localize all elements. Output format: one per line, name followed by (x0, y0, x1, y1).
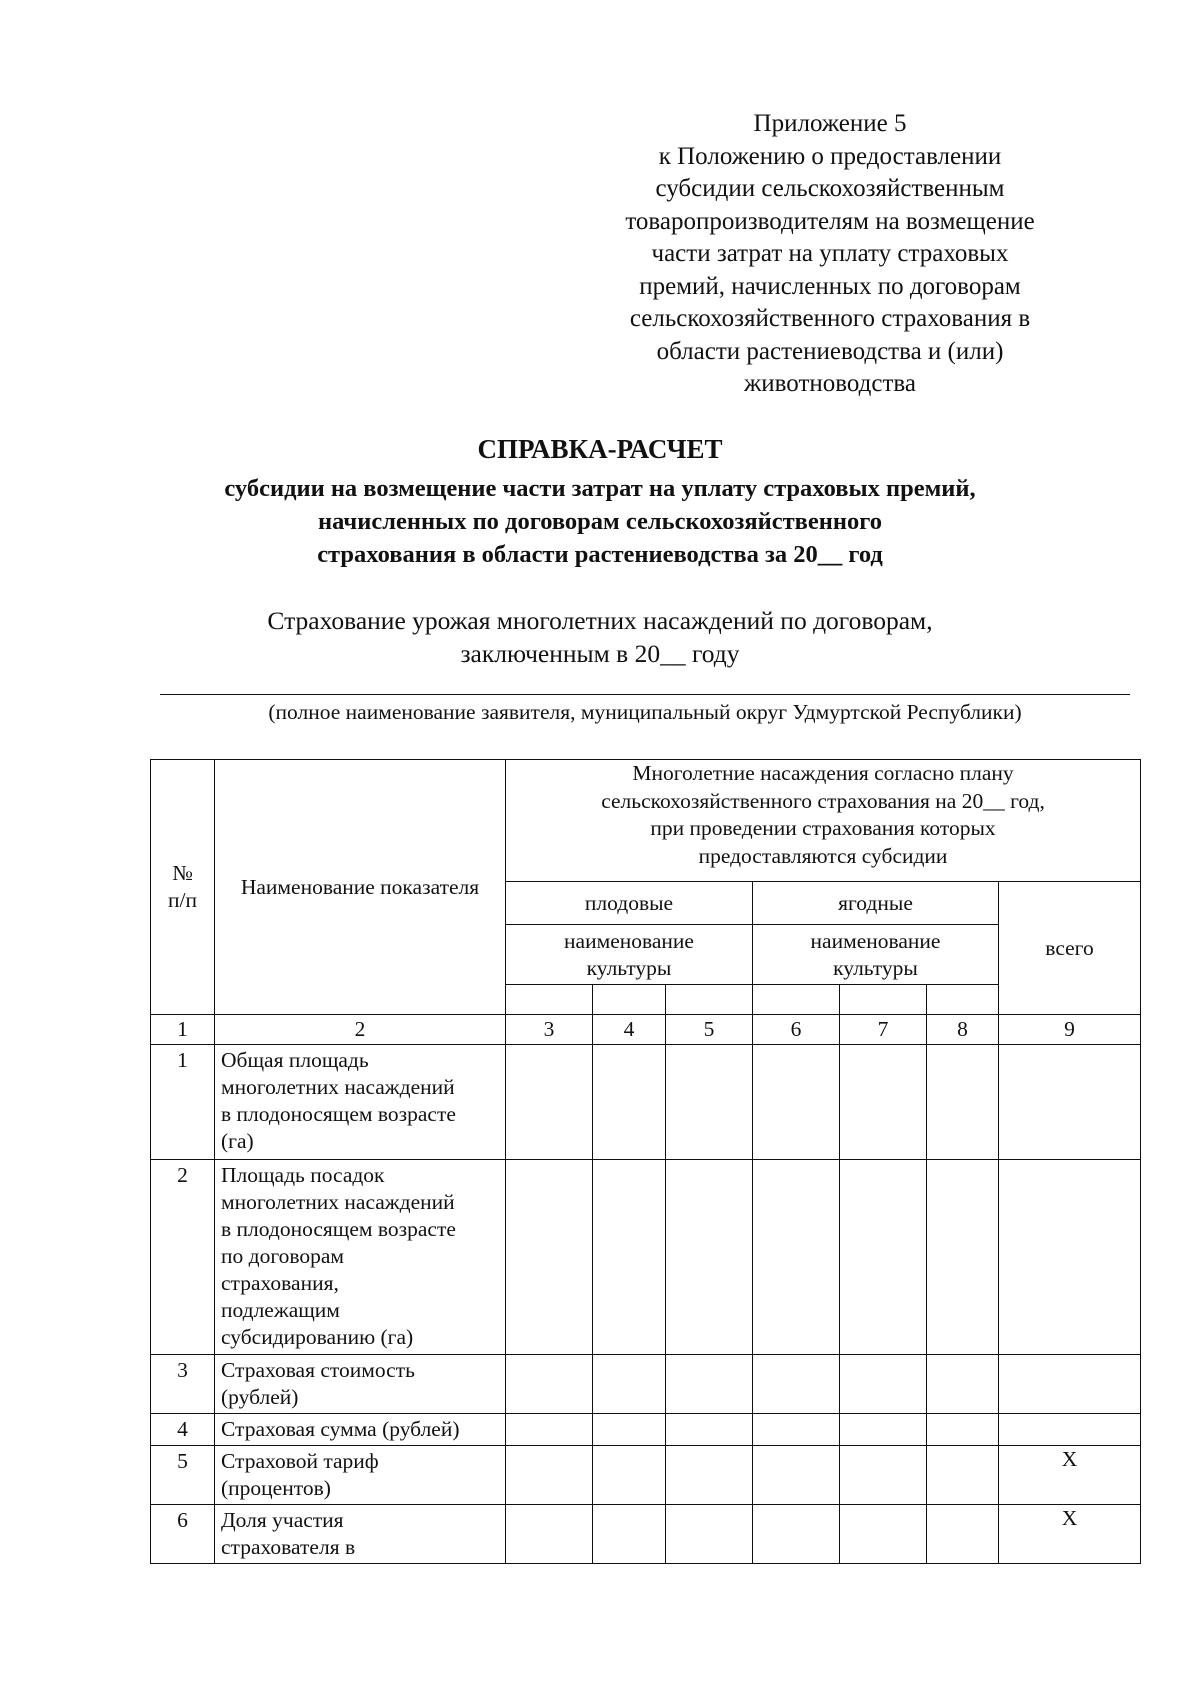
table-row (151, 1355, 1141, 1414)
row-number: 4 (151, 1414, 215, 1446)
header-fruit-crop-cell (506, 925, 753, 985)
header-berry-cell (753, 882, 999, 925)
header-group-cell (506, 760, 1141, 882)
crop-name-line: наименование (810, 928, 941, 953)
appendix-line: премий, начисленных по договорам (639, 272, 1021, 300)
total-cell (999, 1355, 1141, 1414)
value-cell (593, 1414, 666, 1446)
header-group-line: при проведении страхования которых (650, 816, 996, 840)
col-number: 8 (927, 1015, 999, 1045)
title-line: субсидии на возмещение части затрат на уплату страховых премий, (224, 475, 976, 502)
value-cell (927, 1160, 999, 1355)
value-cell (666, 1160, 753, 1355)
header-berry-crop-cell (753, 925, 999, 985)
value-cell (927, 1045, 999, 1160)
total-cell (999, 1160, 1141, 1355)
title-line: начисленных по договорам сельскохозяйственного (318, 508, 882, 535)
header-name-label: Наименование показателя (240, 874, 480, 899)
indicator-name (215, 1505, 506, 1564)
value-cell (506, 1446, 593, 1505)
value-cell (927, 1505, 999, 1564)
applicant-name-line (160, 694, 1130, 695)
header-group-line: предоставляются субсидии (698, 843, 948, 868)
value-cell (840, 1446, 927, 1505)
col-number: 7 (840, 1015, 927, 1045)
header-berry-label: ягодные (838, 890, 913, 915)
indicator-line: (процентов) (221, 1476, 331, 1500)
indicator-name (215, 1355, 506, 1414)
appendix-block (620, 108, 1040, 401)
appendix-line: к Положению о предоставлении (658, 142, 1002, 170)
indicator-name (215, 1446, 506, 1505)
value-cell (666, 1446, 753, 1505)
indicator-line: Страховой тариф (221, 1449, 379, 1473)
value-cell (753, 1414, 840, 1446)
indicator-line: в плодоносящем возрасте (221, 1102, 456, 1126)
indicator-line: Страховая стоимость (221, 1358, 415, 1382)
appendix-line: сельскохозяйственного страхования в (629, 305, 1031, 332)
col-number: 6 (753, 1015, 840, 1045)
table-row (151, 1045, 1141, 1160)
indicator-name (215, 1414, 506, 1446)
indicator-line: (рублей) (221, 1385, 299, 1409)
subtitle-line: заключенным в 20__ году (460, 639, 740, 668)
value-cell (753, 1160, 840, 1355)
appendix-line: области растениеводства и (или) (656, 337, 1004, 365)
value-cell (666, 1045, 753, 1160)
value-cell (927, 1414, 999, 1446)
appendix-line: животноводства (744, 370, 916, 397)
indicator-line: в плодоносящем возрасте (221, 1217, 456, 1241)
header-total-label: всего (1045, 935, 1094, 960)
appendix-line: Приложение 5 (753, 110, 907, 137)
table-row (151, 1446, 1141, 1505)
value-cell (840, 1414, 927, 1446)
indicator-line: (га) (221, 1129, 254, 1153)
indicator-line: субсидированию (га) (221, 1325, 414, 1349)
crop-cell (840, 985, 927, 1015)
col-number: 1 (151, 1015, 215, 1045)
col-number: 9 (999, 1015, 1141, 1045)
value-cell (840, 1355, 927, 1414)
indicator-line: страхователя в (221, 1535, 356, 1559)
table-row (151, 1414, 1141, 1446)
indicator-line: Страховая сумма (рублей) (221, 1417, 460, 1441)
header-num-cell (151, 760, 215, 1015)
value-cell (506, 1505, 593, 1564)
value-cell (593, 1160, 666, 1355)
value-cell (593, 1446, 666, 1505)
table-row (151, 1160, 1141, 1355)
value-cell (666, 1414, 753, 1446)
crop-cell (753, 985, 840, 1015)
appendix-line: субсидии сельскохозяйственным (655, 175, 1005, 202)
indicator-line: многолетних насаждений (221, 1190, 455, 1214)
header-fruit-cell (506, 882, 753, 925)
total-cell: Х (999, 1505, 1141, 1564)
col-number: 3 (506, 1015, 593, 1045)
value-cell (593, 1355, 666, 1414)
header-fruit-label: плодовые (584, 890, 674, 915)
value-cell (506, 1160, 593, 1355)
header-group-line: Многолетние насаждения согласно плану (632, 761, 1014, 785)
value-cell (506, 1045, 593, 1160)
crop-name-line: культуры (833, 955, 918, 980)
indicator-line: Доля участия (221, 1508, 344, 1532)
row-number: 1 (151, 1045, 215, 1160)
row-number: 2 (151, 1160, 215, 1355)
value-cell (840, 1160, 927, 1355)
subtitle-line: Страхование урожая многолетних насаждений по договорам, (267, 606, 933, 635)
col-number: 2 (215, 1015, 506, 1045)
indicator-line: страхования, (221, 1271, 339, 1295)
title-line: страхования в области растениеводства за 20__ год (317, 541, 883, 568)
column-number-row (151, 1015, 1141, 1045)
row-number: 3 (151, 1355, 215, 1414)
indicator-line: подлежащим (221, 1298, 340, 1322)
applicant-caption: (полное наименование заявителя, муниципальный округ Удмуртской Республики) (268, 700, 1022, 724)
appendix-line: части затрат на уплату страховых (651, 240, 1009, 267)
calculation-table (150, 759, 1141, 1564)
crop-cell (927, 985, 999, 1015)
value-cell (927, 1446, 999, 1505)
indicator-line: Площадь посадок (221, 1163, 385, 1187)
value-cell (593, 1505, 666, 1564)
indicator-name (215, 1160, 506, 1355)
indicator-line: многолетних насаждений (221, 1075, 455, 1099)
indicator-line: Общая площадь (221, 1048, 369, 1072)
total-cell: Х (999, 1446, 1141, 1505)
value-cell (840, 1045, 927, 1160)
value-cell (753, 1045, 840, 1160)
crop-name-line: культуры (586, 955, 672, 980)
value-cell (753, 1505, 840, 1564)
header-num-label: п/п (168, 888, 197, 912)
header-group-line: сельскохозяйственного страхования на 20__ год, (601, 788, 1045, 813)
value-cell (506, 1414, 593, 1446)
header-num-label: № (172, 861, 193, 885)
value-cell (927, 1355, 999, 1414)
total-cell (999, 1045, 1141, 1160)
value-cell (506, 1355, 593, 1414)
crop-cell (593, 985, 666, 1015)
value-cell (753, 1355, 840, 1414)
indicator-name (215, 1045, 506, 1160)
crop-cell (506, 985, 593, 1015)
col-number: 4 (593, 1015, 666, 1045)
document-title: СПРАВКА-РАСЧЕТ (477, 434, 723, 464)
crop-cell (666, 985, 753, 1015)
header-name-cell (215, 760, 506, 1015)
value-cell (753, 1446, 840, 1505)
row-number: 6 (151, 1505, 215, 1564)
value-cell (593, 1045, 666, 1160)
crop-name-line: наименование (564, 928, 694, 953)
total-cell (999, 1414, 1141, 1446)
col-number: 5 (666, 1015, 753, 1045)
value-cell (666, 1355, 753, 1414)
appendix-line: товаропроизводителям на возмещение (625, 207, 1035, 235)
indicator-line: по договорам (221, 1244, 345, 1268)
value-cell (840, 1505, 927, 1564)
row-number: 5 (151, 1446, 215, 1505)
value-cell (666, 1505, 753, 1564)
header-total-cell (999, 882, 1141, 1015)
table-row (151, 1505, 1141, 1564)
